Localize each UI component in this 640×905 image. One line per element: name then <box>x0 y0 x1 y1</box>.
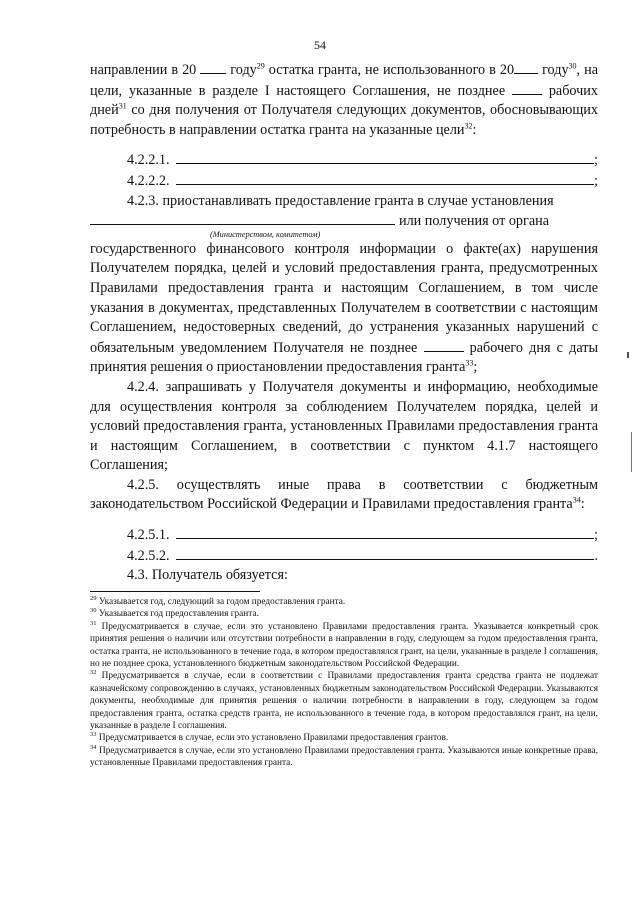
item-label: 4.2.2.1. <box>127 152 170 169</box>
text-run: ; <box>473 359 478 376</box>
paragraph-4-2-3-first: 4.2.3. приостанавливать предоставление гранта в случае установления <box>127 192 554 209</box>
text-run: , на цели, указанные в разделе I настоящего Соглашения, не позднее <box>90 62 598 99</box>
text-run: : <box>580 496 585 513</box>
text-run: остатка гранта, не использованного в 20 <box>264 62 515 78</box>
blank-line <box>176 546 595 560</box>
org-blank-row <box>90 211 598 232</box>
scan-mark <box>631 432 632 472</box>
blank-line <box>176 171 594 185</box>
item-4-2-2-1 <box>90 150 598 171</box>
text-run: направлении в 20 <box>90 62 201 78</box>
footnote-number: 31 <box>90 619 97 627</box>
footnote-text: Предусматривается в случае, если это установлено Правилами предоставления гранта. Указывается конкретный срок принятия решения о наличии или отсутствии потребности в направлении в году, следующем за годом предоставления гранта, остатка гранта, не использованного в течение года, в котором предоставлялся грант, на цели, указанные в разделе I соглашения, но не позднее срока, установленного бюджетным законодательством Российской Федерации. <box>90 621 598 670</box>
scan-mark <box>627 352 629 358</box>
paragraph-remaining-grant <box>90 60 598 140</box>
item-4-2-2-2 <box>90 171 598 192</box>
text-run: году <box>226 62 257 78</box>
spacer <box>90 140 598 150</box>
item-label: 4.2.5.2. <box>127 547 170 564</box>
footnote-number: 30 <box>90 607 97 615</box>
paragraph-4-3: 4.3. Получатель обязуется: <box>127 567 288 584</box>
footnotes <box>90 596 598 770</box>
text-run: : <box>472 121 477 138</box>
footnote-separator <box>90 591 260 592</box>
footnote-number: 34 <box>90 743 97 751</box>
footnote-ref: 29 <box>256 61 265 71</box>
footnote-number: 29 <box>90 594 97 602</box>
item-end: ; <box>594 172 598 189</box>
item-label: 4.2.2.2. <box>127 172 170 189</box>
footnote-text: Указывается год предоставления гранта. <box>96 609 259 620</box>
footnote-32 <box>90 670 598 732</box>
text-run: 4.2.5. осуществлять иные права в соответствии с бюджетным законодательством Российской Федерации и Правилами предоставления гранта <box>90 476 598 513</box>
item-end: ; <box>594 527 598 544</box>
text-run: со дня получения от Получателя следующих документов, обосновывающих потребность в направлении остатка гранта на указанные цели <box>90 102 598 138</box>
footnote-text: Предусматривается в случае, если это установлено Правилами предоставления грантов. <box>96 733 449 744</box>
footnote-ref: 30 <box>568 61 577 71</box>
main-text <box>90 60 598 586</box>
footnote-ref: 33 <box>465 358 474 368</box>
blank-days <box>512 81 542 95</box>
item-4-2-5-1 <box>90 525 598 546</box>
paragraph-4-2-3-rest <box>90 240 598 378</box>
item-end: ; <box>594 152 598 169</box>
blank-authority <box>90 211 395 225</box>
footnote-text: Предусматривается в случае, если в соответствии с Правилами предоставления гранта средства гранта не подлежат казначейскому сопровождению в случаях, установленных бюджетным законодательством Российской Федерации. Указываются документы, необходимые для принятия решения о наличии потребности в направлении в году, следующем за годом предоставления гранта, остатка средств гранта, не использованного в течение года, в котором предоставлялся грант, на цели, указанные в разделе I соглашения. <box>90 671 598 732</box>
footnote-text: Указывается год, следующий за годом предоставления гранта. <box>96 597 346 607</box>
text-run: государственного финансового контроля информации о факте(ах) нарушения Получателем порядка, целей и условий предоставления гранта, предусмотренных Правилами предоставления гранта и настоящим Соглашением, в том числе указания в документах, представленных Получателем в соответствии с настоящим Соглашением, недостоверных сведений, до устранения указанных нарушений с обязательным уведомлением Получателя не позднее <box>90 240 598 356</box>
item-4-2-5-2 <box>90 546 598 567</box>
footnote-30 <box>90 608 598 620</box>
text-run: рабочих дней <box>90 82 598 119</box>
blank-year <box>514 60 538 74</box>
spacer <box>90 515 598 525</box>
footnote-ref: 34 <box>572 495 581 505</box>
item-end: . <box>594 547 598 564</box>
text-run: или получения от органа <box>399 213 550 230</box>
footnote-number: 32 <box>90 669 97 677</box>
footnote-31 <box>90 621 598 671</box>
footnote-ref: 31 <box>118 101 127 111</box>
item-label: 4.2.5.1. <box>127 527 170 544</box>
blank-line <box>176 150 594 164</box>
text-run: рабочего дня с даты принятия решения о приостановлении предоставления гранта <box>90 339 599 376</box>
footnote-34 <box>90 745 598 770</box>
blank-year <box>200 60 226 74</box>
paragraph-4-2-4: 4.2.4. запрашивать у Получателя документы и информацию, необходимые для осуществления контроля за соблюдением Получателем порядка, целей и условий предоставления гранта, установленных Правилами предоставления гранта и настоящим Соглашением, в соответствии с пунктом 4.1.7 настоящего Соглашения; <box>90 378 598 474</box>
blank-days <box>424 338 464 352</box>
blank-caption: (Министерством, комитетом) <box>210 229 321 239</box>
footnote-ref: 32 <box>464 121 473 131</box>
footnote-33 <box>90 732 598 744</box>
footnote-text: Предусматривается в случае, если это установлено Правилами предоставления гранта. Указываются иные конкретные права, установленные Правилами предоставления гранта. <box>90 745 598 769</box>
blank-line <box>176 525 594 539</box>
page-number: 54 <box>314 38 326 52</box>
paragraph-4-2-5 <box>90 476 598 515</box>
footnote-29 <box>90 596 598 608</box>
footnote-number: 33 <box>90 731 97 739</box>
text-run: году <box>538 62 569 78</box>
